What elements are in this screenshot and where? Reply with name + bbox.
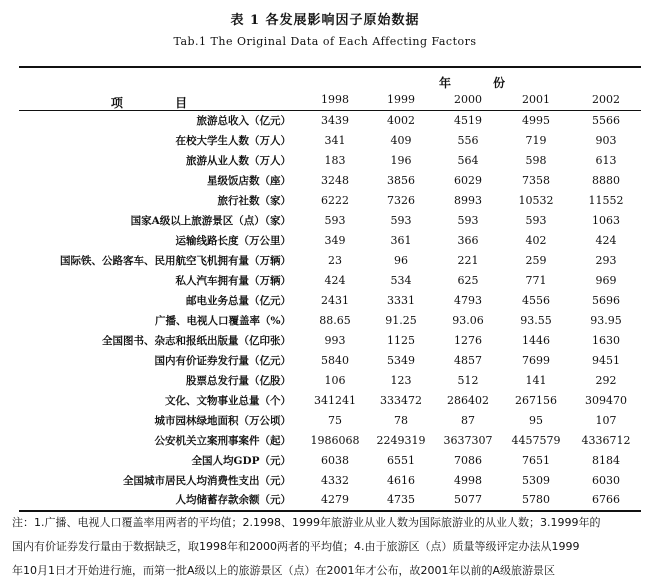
table-row [19, 111, 641, 131]
cell-value: 361 [390, 233, 412, 247]
cell-value: 7699 [522, 353, 550, 367]
cell-value: 4336712 [581, 433, 631, 447]
cell-value: 4793 [454, 293, 482, 307]
row-label: 全国城市居民人均消费性支出（元） [123, 474, 291, 487]
cell-value: 424 [324, 273, 346, 287]
cell-value: 349 [324, 233, 346, 247]
cell-value: 969 [595, 273, 617, 287]
cell-value: 7651 [522, 453, 550, 467]
cell-value: 4857 [454, 353, 482, 367]
cell-value: 564 [457, 153, 479, 167]
cell-value: 75 [328, 413, 342, 427]
row-label: 国际铁、公路客车、民用航空飞机拥有量（万辆） [60, 254, 291, 267]
cell-value: 183 [324, 153, 346, 167]
table-row [19, 131, 641, 151]
cell-value: 3439 [321, 113, 349, 127]
table-row [19, 351, 641, 371]
cell-value: 1986068 [310, 433, 360, 447]
cell-value: 593 [525, 213, 547, 227]
header-group-char-1: 年 [438, 76, 451, 90]
cell-value: 4457579 [511, 433, 561, 447]
row-label: 旅游从业人数（万人） [186, 154, 291, 167]
row-label: 在校大学生人数（万人） [175, 134, 291, 147]
cell-value: 5566 [592, 113, 620, 127]
cell-value: 341241 [314, 393, 356, 407]
table-row [19, 451, 641, 471]
row-label: 全国图书、杂志和报纸出版量（亿印张） [102, 334, 291, 347]
cell-value: 267156 [515, 393, 557, 407]
cell-value: 95 [529, 413, 543, 427]
cell-value: 10532 [518, 193, 554, 207]
cell-value: 123 [390, 373, 412, 387]
cell-value: 7086 [454, 453, 482, 467]
table-title-en: Tab.1 The Original Data of Each Affecting Factors [173, 35, 477, 48]
footnote-line: 年10月1日才开始进行施，而第一批A级以上的旅游景区（点）在2001年才公布，故2001年以前的A级旅游景区 [12, 564, 556, 577]
cell-value: 93.55 [520, 313, 552, 327]
cell-value: 1630 [592, 333, 620, 347]
cell-value: 7358 [522, 173, 550, 187]
cell-value: 91.25 [385, 313, 417, 327]
row-label: 旅游总收入（亿元） [196, 114, 291, 127]
table-row [19, 491, 641, 511]
footnote [12, 511, 642, 583]
cell-value: 4735 [387, 493, 415, 506]
cell-value: 11552 [588, 193, 624, 207]
cell-value: 7326 [387, 193, 415, 207]
row-label: 人均储蓄存款余额（元） [175, 494, 291, 506]
cell-value: 221 [457, 253, 479, 267]
cell-value: 5349 [387, 353, 415, 367]
table-row [19, 231, 641, 251]
cell-value: 293 [595, 253, 617, 267]
table-row [19, 251, 641, 271]
cell-value: 23 [328, 253, 342, 267]
cell-value: 333472 [380, 393, 422, 407]
cell-value: 292 [595, 373, 617, 387]
cell-value: 4332 [321, 473, 349, 487]
cell-value: 4556 [522, 293, 550, 307]
cell-value: 259 [525, 253, 547, 267]
cell-value: 4995 [522, 113, 550, 127]
cell-value: 9451 [592, 353, 620, 367]
cell-value: 2431 [321, 293, 349, 307]
header-year: 2001 [522, 93, 550, 106]
header-year: 2002 [592, 93, 620, 106]
cell-value: 6038 [321, 453, 349, 467]
cell-value: 556 [457, 133, 479, 147]
table-row [19, 311, 641, 331]
row-label: 私人汽车拥有量（万辆） [175, 274, 291, 287]
cell-value: 625 [457, 273, 479, 287]
table-row [19, 411, 641, 431]
row-label: 广播、电视人口覆盖率（%） [155, 314, 291, 327]
cell-value: 107 [595, 413, 617, 427]
cell-value: 402 [525, 233, 547, 247]
cell-value: 4616 [387, 473, 415, 487]
cell-value: 78 [394, 413, 408, 427]
cell-value: 993 [324, 333, 346, 347]
cell-value: 196 [390, 153, 412, 167]
cell-value: 4998 [454, 473, 482, 487]
cell-value: 4279 [321, 493, 349, 506]
cell-value: 1125 [387, 333, 415, 347]
cell-value: 6029 [454, 173, 482, 187]
table-row [19, 371, 641, 391]
footnote-line: 国内有价证券发行量由于数据缺乏，取1998年和2000两者的平均值；4.由于旅游区（点）质量等级评定办法从1999 [12, 540, 580, 553]
row-label: 股票总发行量（亿股） [186, 374, 291, 387]
row-label: 公安机关立案刑事案件（起） [154, 434, 291, 447]
header-year: 1998 [321, 93, 349, 106]
table-row [19, 391, 641, 411]
cell-value: 1063 [592, 213, 620, 227]
cell-value: 512 [457, 373, 479, 387]
cell-value: 141 [525, 373, 547, 387]
cell-value: 3331 [387, 293, 415, 307]
cell-value: 2249319 [376, 433, 426, 447]
table-row [19, 471, 641, 491]
cell-value: 106 [324, 373, 346, 387]
cell-value: 1276 [454, 333, 482, 347]
cell-value: 771 [525, 273, 547, 287]
table-title-cn: 表 1 各发展影响因子原始数据 [230, 13, 420, 28]
cell-value: 5780 [522, 493, 550, 506]
cell-value: 5309 [522, 473, 550, 487]
table-body [19, 111, 641, 511]
cell-value: 8184 [592, 453, 620, 467]
cell-value: 598 [525, 153, 547, 167]
cell-value: 3856 [387, 173, 415, 187]
cell-value: 613 [595, 153, 617, 167]
cell-value: 6222 [321, 193, 349, 207]
table-row [19, 291, 641, 311]
cell-value: 309470 [585, 393, 627, 407]
row-label: 星级饭店数（座） [207, 174, 291, 187]
cell-value: 719 [525, 133, 547, 147]
cell-value: 4519 [454, 113, 482, 127]
header-year: 1999 [387, 93, 415, 106]
cell-value: 6030 [592, 473, 620, 487]
table-row [19, 171, 641, 191]
cell-value: 3637307 [443, 433, 493, 447]
cell-value: 5840 [321, 353, 349, 367]
row-label: 国家A级以上旅游景区（点）（家） [130, 214, 291, 227]
cell-value: 8880 [592, 173, 620, 187]
cell-value: 3248 [321, 173, 349, 187]
cell-value: 6551 [387, 453, 415, 467]
header-year: 2000 [454, 93, 482, 106]
header-group-char-2: 份 [493, 76, 506, 90]
row-label: 邮电业务总量（亿元） [186, 294, 291, 307]
data-table [19, 66, 641, 512]
row-label: 旅行社数（家） [217, 194, 291, 207]
cell-value: 8993 [454, 193, 482, 207]
row-label: 文化、文物事业总量（个） [165, 394, 291, 407]
table-row [19, 431, 641, 451]
cell-value: 593 [457, 213, 479, 227]
cell-value: 5696 [592, 293, 620, 307]
cell-value: 93.95 [590, 313, 622, 327]
cell-value: 341 [324, 133, 346, 147]
cell-value: 6766 [592, 493, 620, 506]
footnote-line: 注：1.广播、电视人口覆盖率用两者的平均值；2.1998、1999年旅游业从业人数为国际旅游业的从业人数；3.1999年的 [12, 516, 601, 529]
cell-value: 96 [394, 253, 408, 267]
cell-value: 903 [595, 133, 617, 147]
cell-value: 593 [390, 213, 412, 227]
cell-value: 88.65 [319, 313, 351, 327]
cell-value: 93.06 [452, 313, 484, 327]
table-row [19, 191, 641, 211]
header-year-group [303, 67, 641, 90]
cell-value: 366 [457, 233, 479, 247]
row-label: 运输线路长度（万公里） [175, 234, 291, 247]
table-row [19, 151, 641, 171]
header-item: 项 目 [110, 96, 212, 110]
cell-value: 87 [461, 413, 475, 427]
cell-value: 5077 [454, 493, 482, 506]
row-label: 城市园林绿地面积（万公顷） [154, 414, 291, 427]
cell-value: 534 [390, 273, 412, 287]
cell-value: 286402 [447, 393, 489, 407]
cell-value: 424 [595, 233, 617, 247]
table-row [19, 211, 641, 231]
cell-value: 1446 [522, 333, 550, 347]
cell-value: 593 [324, 213, 346, 227]
table-row [19, 271, 641, 291]
row-label: 国内有价证券发行量（亿元） [154, 354, 291, 367]
cell-value: 409 [390, 133, 412, 147]
table-row [19, 331, 641, 351]
cell-value: 4002 [387, 113, 415, 127]
row-label: 全国人均GDP（元） [191, 454, 291, 467]
